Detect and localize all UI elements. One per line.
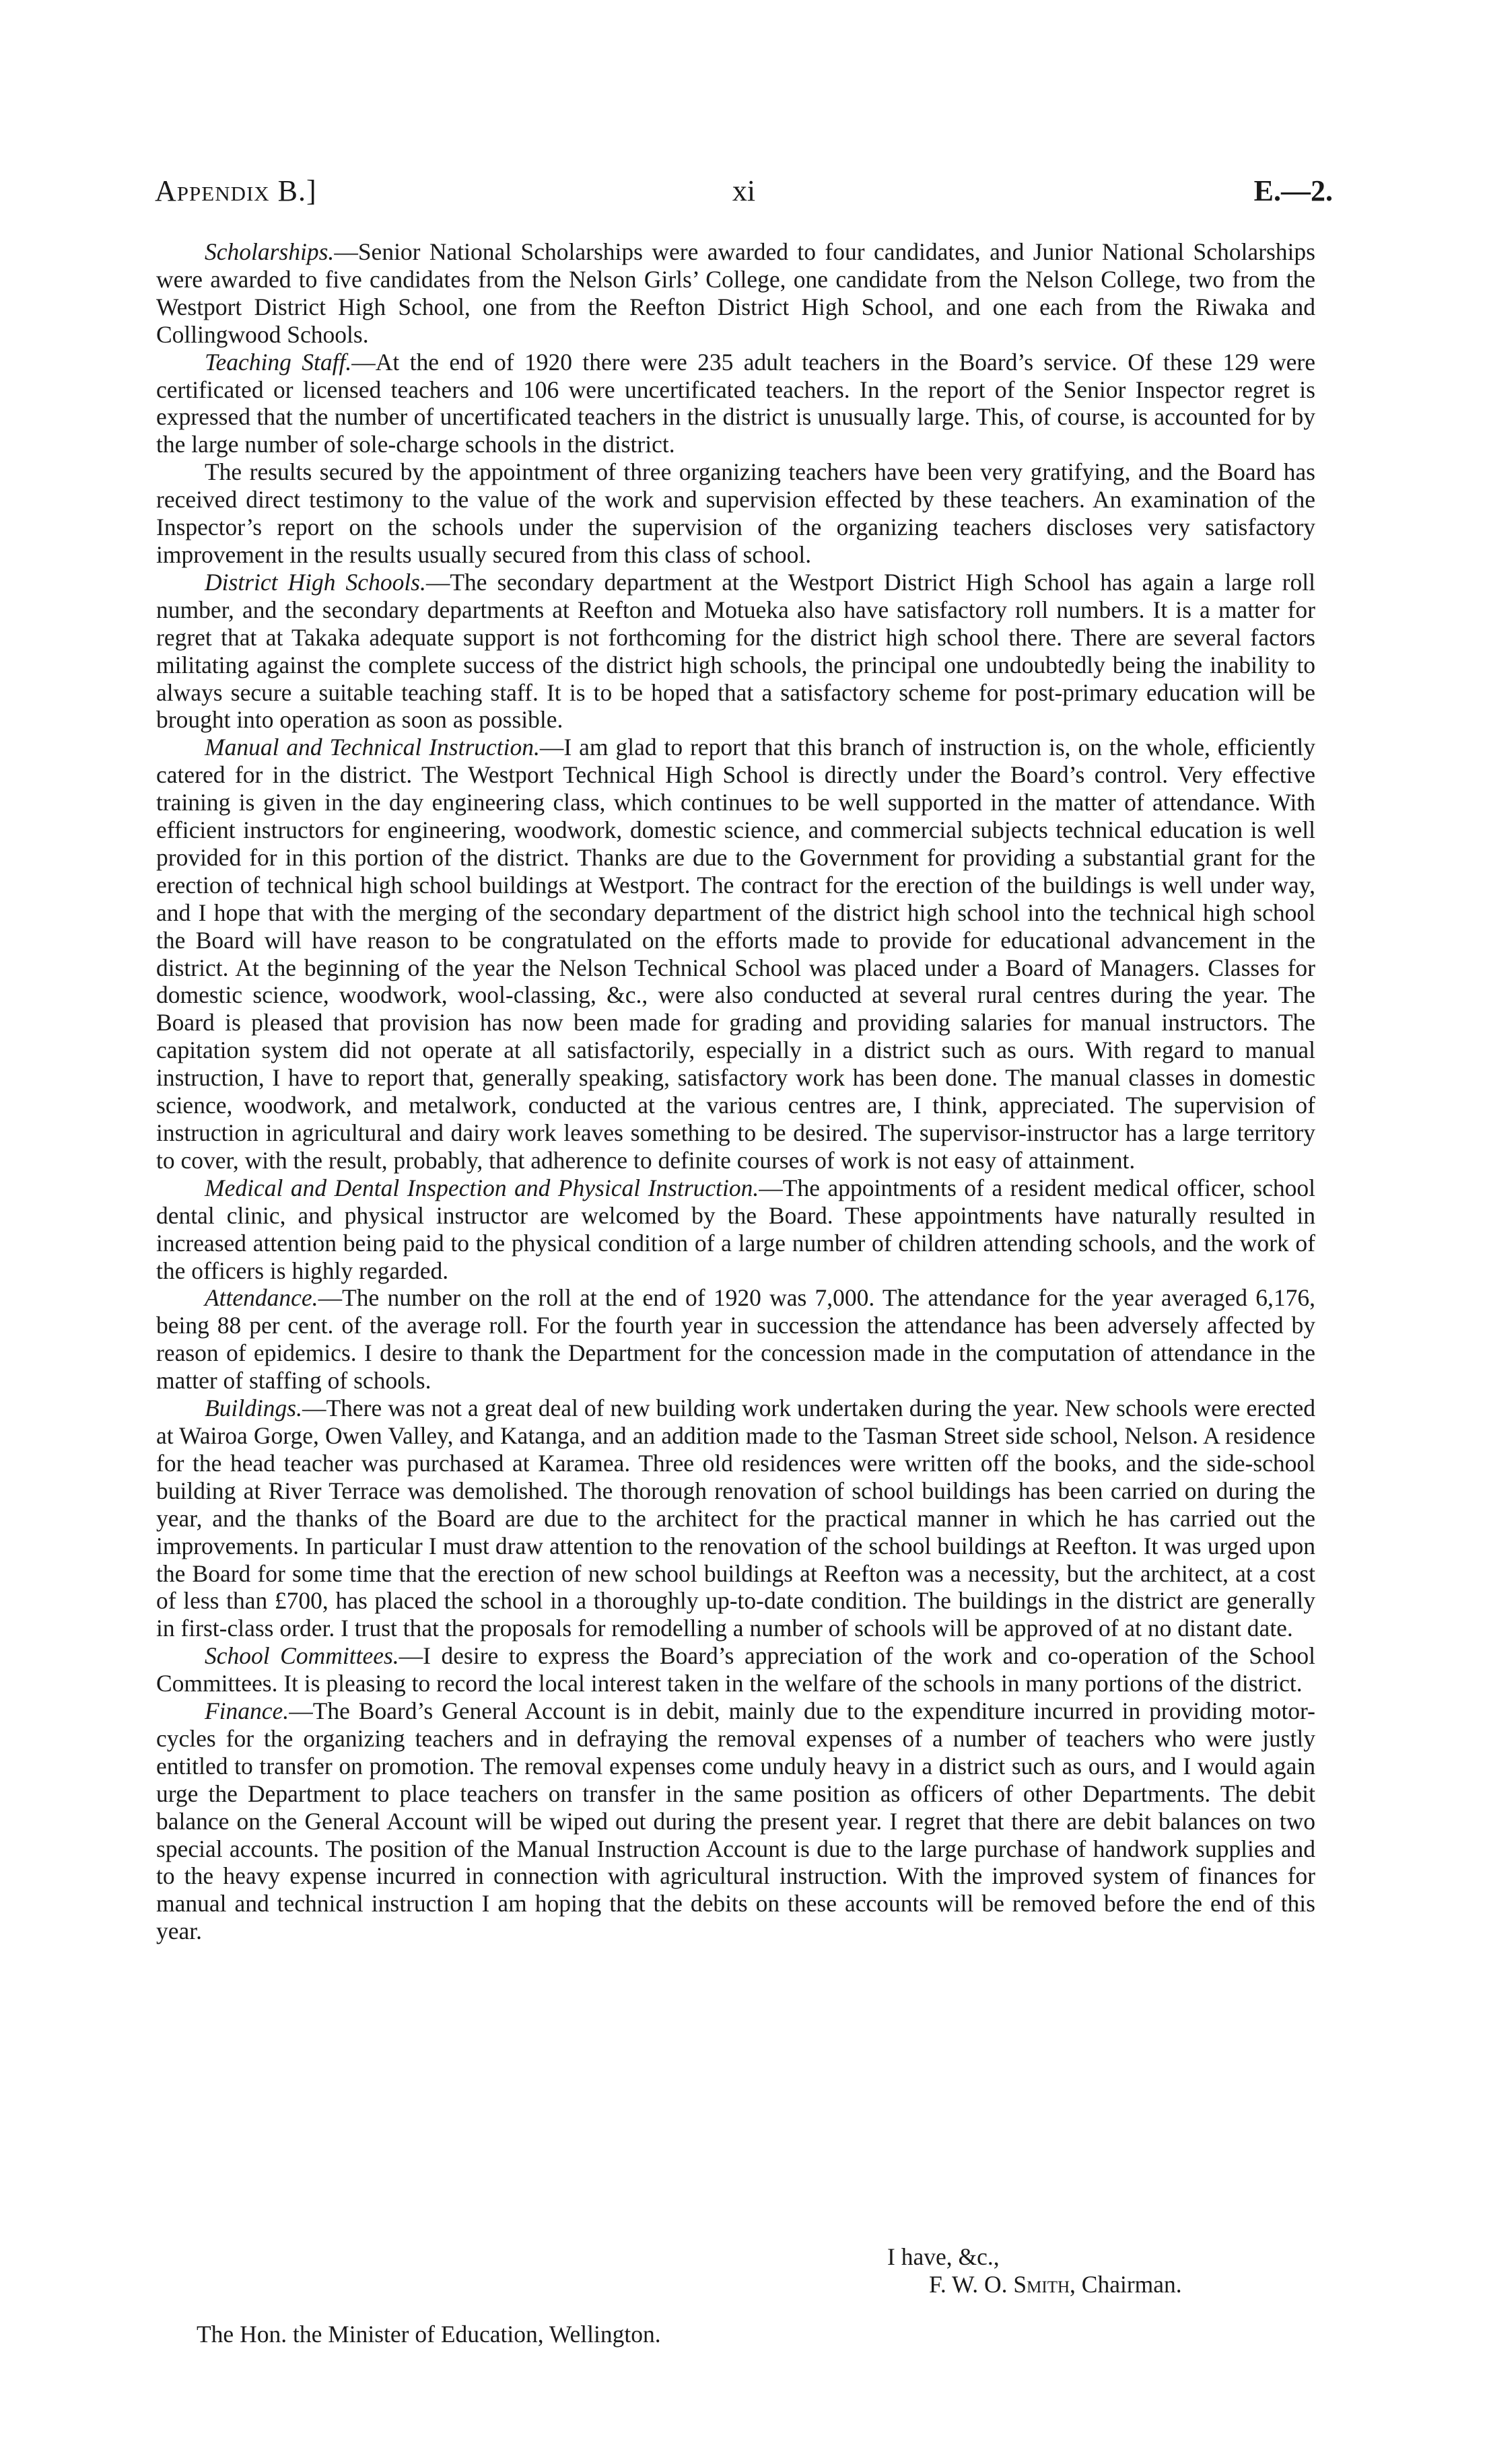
signature-line	[156, 2271, 1315, 2298]
paragraph-heading: Attendance.	[205, 1284, 318, 1312]
paragraph-medical-dental	[156, 1174, 1315, 1285]
paragraph-scholarships	[156, 238, 1315, 349]
recipient-address: The Hon. the Minister of Education, Wellington.	[197, 2321, 661, 2348]
paragraph-heading: Finance.	[205, 1697, 289, 1725]
paragraph-heading: School Committees.	[205, 1642, 399, 1670]
paragraph-heading: District High Schools.	[205, 568, 426, 596]
paragraph-text: —I am glad to report that this branch of instruction is, on the whole, efficiently catered for in the district. The Westport Technical High School is directly under the Board’s control. Very effective training is given in the day engineering class, which continues to be well supported in the matter of attendance. With efficient instructors for engineering, woodwork, domestic science, and commercial subjects technical education is well provided for in this portion of the district. Thanks are due to the Government for providing a substantial grant for the erection of technical high school buildings at Westport. The contract for the erection of the buildings is well under way, and I hope that with the merging of the secondary department of the district high school into the technical high school the Board will have reason to be congratulated on the efforts made to provide for educational advancement in the district. At the beginning of the year the Nelson Technical School was placed under a Board of Managers. Classes for domestic science, woodwork, wool-classing, &c., were also conducted at several rural centres during the year. The Board is pleased that provision has now been made for grading and providing salaries for manual instructors. The capitation system did not operate at all satisfactorily, especially in a district such as ours. With regard to manual instruction, I have to report that, generally speaking, satisfactory work has been done. The manual classes in domestic science, woodwork, and metalwork, conducted at the various centres are, I think, appreciated. The supervision of instruction in agricultural and dairy work leaves something to be desired. The supervisor-instructor has a large territory to cover, with the result, probably, that adherence to definite courses of work is not easy of attainment.	[156, 734, 1315, 1174]
paragraph-attendance	[156, 1284, 1315, 1395]
paragraph-text: —There was not a great deal of new building work undertaken during the year. New schools were erected at Wairoa Gorge, Owen Valley, and Katanga, and an addition made to the Tasman Street side school, Nelson. A residence for the head teacher was purchased at Karamea. Three old residences were written off the books, and the side-school building at River Terrace was demolished. The thorough renovation of school buildings has been carried on during the year, and the thanks of the Board are due to the architect for the practical manner in which he has carried out the improvements. In particular I must draw attention to the renovation of the school buildings at Reefton. It was urged upon the Board for some time that the erection of new school buildings at Reefton was a necessity, but the architect, at a cost of less than £700, has placed the school in a thoroughly up-to-date condition. The buildings in the district are generally in first-class order. I trust that the proposals for remodelling a number of schools will be approved of at no distant date.	[156, 1395, 1315, 1642]
paper-reference: E.—2.	[1253, 174, 1333, 207]
signature-name: F. W. O. Smith	[929, 2270, 1070, 2298]
page-header	[155, 174, 1333, 214]
paragraph-teaching-staff	[156, 349, 1315, 459]
paragraph-school-committees	[156, 1642, 1315, 1697]
paragraph-text: —Senior National Scholarships were awarded to four candidates, and Junior National Scholarships were awarded to five candidates from the Nelson Girls’ College, one candidate from the Nelson College, two from the Westport District High School, one from the Reefton District High School, and one each from the Riwaka and Collingwood Schools.	[156, 238, 1315, 348]
paragraph-text: —The appointments of a resident medical officer, school dental clinic, and physical instructor are welcomed by the Board. These appointments have naturally resulted in increased attention being paid to the physical condition of a large number of children attending schools, and the work of the officers is highly regarded.	[156, 1174, 1315, 1284]
paragraph-text: —The number on the roll at the end of 1920 was 7,000. The attendance for the year averaged 6,176, being 88 per cent. of the average roll. For the fourth year in succession the attendance has been adversely affected by reason of epidemics. I desire to thank the Department for the concession made in the computation of attendance in the matter of staffing of schools.	[156, 1284, 1315, 1395]
paragraph-heading: Buildings.	[205, 1395, 302, 1422]
paragraph-finance	[156, 1697, 1315, 1945]
signoff-block	[156, 2243, 1315, 2298]
paragraph-text: The results secured by the appointment of three organizing teachers have been very gratifying, and the Board has received direct testimony to the value of the work and supervision effected by these teachers. An examination of the Inspector’s report on the schools under the supervision of the organizing teachers discloses very satisfactory improvement in the results usually secured from this class of school.	[156, 458, 1315, 568]
paragraph-text: —I desire to express the Board’s appreciation of the work and co-operation of the School Committees. It is pleasing to record the local interest taken in the welfare of the schools in many portions of the district.	[156, 1642, 1315, 1697]
paragraph-heading: Scholarships.	[205, 238, 335, 265]
report-body	[156, 238, 1315, 1945]
page-number: xi	[732, 174, 756, 207]
paragraph-heading: Teaching Staff.	[205, 348, 352, 376]
paragraph-text: —At the end of 1920 there were 235 adult teachers in the Board’s service. Of these 129 were certificated or licensed teachers and 106 were uncertificated teachers. In the report of the Senior Inspector regret is expressed that the number of uncertificated teachers in the district is unusually large. This, of course, is accounted for by the large number of sole-charge schools in the district.	[156, 348, 1316, 458]
signature-title: , Chairman.	[1070, 2270, 1182, 2298]
closing-line: I have, &c.,	[887, 2243, 1000, 2270]
appendix-label: Appendix B.]	[155, 174, 317, 207]
paragraph-organizing-teachers	[156, 458, 1315, 569]
paragraph-buildings	[156, 1395, 1315, 1642]
paragraph-heading: Manual and Technical Instruction.	[205, 734, 540, 761]
paragraph-heading: Medical and Dental Inspection and Physical Instruction.	[205, 1174, 759, 1201]
paragraph-district-high-schools	[156, 569, 1315, 734]
paragraph-text: —The Board’s General Account is in debit, mainly due to the expenditure incurred in providing motor-cycles for the organizing teachers and in defraying the removal expenses of a number of teachers who were justly entitled to transfer on promotion. The removal expenses come unduly heavy in a district such as ours, and I would again urge the Department to place teachers on transfer in the same position as officers of other Departments. The debit balance on the General Account will be wiped out during the present year. I regret that there are debit balances on two special accounts. The position of the Manual Instruction Account is due to the large purchase of handwork supplies and to the heavy expense incurred in connection with agricultural instruction. With the improved system of finances for manual and technical instruction I am hoping that the debits on these accounts will be removed before the end of this year.	[156, 1697, 1315, 1945]
paragraph-text: —The secondary department at the Westport District High School has again a large roll number, and the secondary departments at Reefton and Motueka also have satisfactory roll numbers. It is a matter for regret that at Takaka adequate support is not forthcoming for the district high school there. There are several factors militating against the complete success of the district high schools, the principal one undoubtedly being the inability to always secure a suitable teaching staff. It is to be hoped that a satisfactory scheme for post-primary education will be brought into operation as soon as possible.	[156, 568, 1315, 734]
paragraph-manual-technical	[156, 734, 1315, 1174]
